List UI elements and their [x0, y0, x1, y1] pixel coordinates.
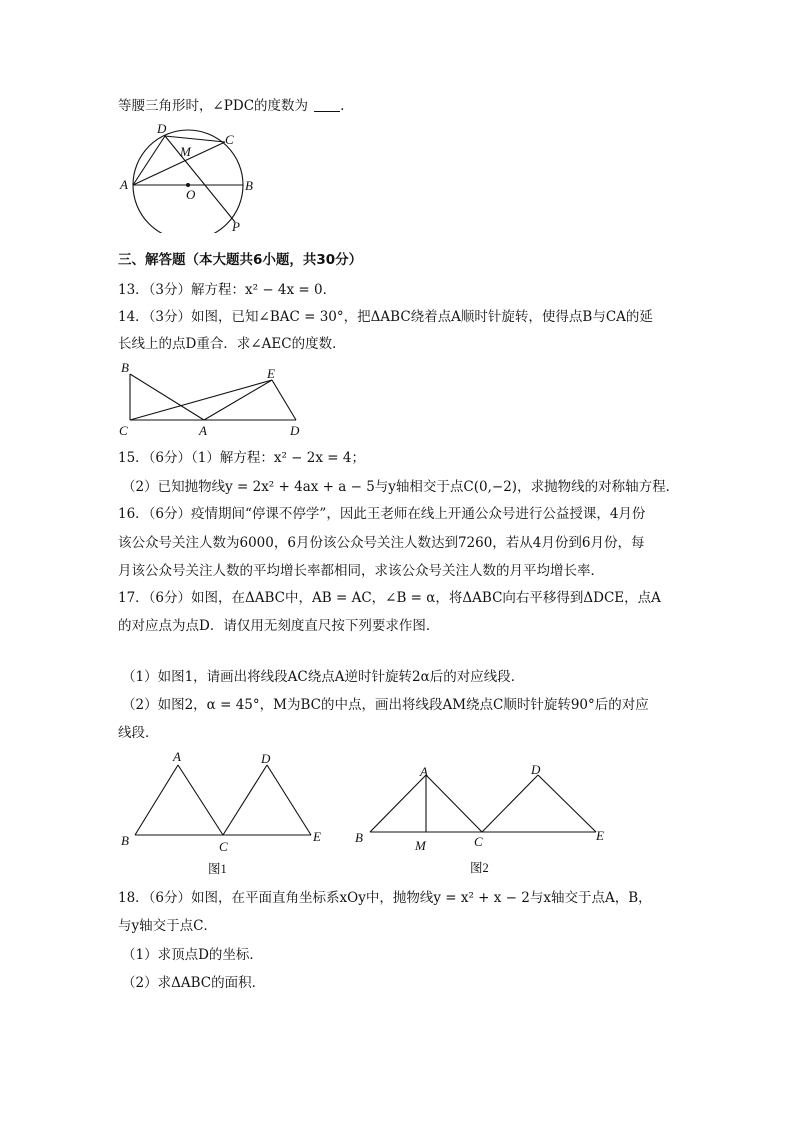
answer-blank — [314, 98, 340, 112]
label-m: M — [180, 144, 191, 159]
q18-part2: （2）求ΔABC的面积． — [122, 975, 266, 991]
q18-line1: 18．（6分）如图，在平面直角坐标系xOy中，抛物线y = x² + x − 2与x轴交于点A，B， — [118, 890, 652, 906]
label-a: A — [199, 423, 207, 438]
figure-1 — [115, 745, 335, 880]
seg-de — [538, 775, 596, 832]
q12-text — [118, 96, 678, 116]
label-c: C — [225, 132, 234, 147]
label-b: B — [245, 178, 253, 193]
seg-ed — [272, 380, 296, 420]
label-e: E — [267, 366, 275, 381]
q17-part2a: （2）如图2，α = 45°，M为BC的中点，画出将线段AM绕点C顺时针旋转90°后的对应 — [122, 697, 649, 713]
q14-line2: 长线上的点D重合．求∠AEC的度数． — [118, 336, 346, 352]
circle-figure — [110, 118, 270, 233]
q17-part2b: 线段． — [118, 725, 159, 741]
q12-period: . — [340, 98, 345, 114]
label-d: D — [531, 762, 541, 777]
chord-dp — [165, 136, 235, 222]
label-a: A — [420, 764, 428, 779]
label-o: O — [186, 187, 196, 202]
label-c: C — [119, 423, 128, 438]
label-b: B — [355, 830, 363, 845]
seg-ab — [370, 775, 426, 832]
q16-line3: 月该公众号关注人数的平均增长率都相同，求该公众号关注人数的月平均增长率． — [118, 563, 604, 579]
q15-part1: 15．（6分）（1）解方程：x² − 2x = 4； — [118, 450, 365, 466]
label-d: D — [261, 751, 271, 766]
chord-dc — [165, 136, 225, 142]
figure-2-caption: 图2 — [470, 861, 489, 875]
seg-ae — [204, 380, 272, 420]
q13-text: 13．（3分）解方程：x² − 4x = 0． — [118, 282, 337, 298]
seg-ba — [130, 374, 204, 420]
seg-ac — [426, 775, 482, 832]
q18-line2: 与y轴交于点C． — [118, 918, 217, 934]
label-e: E — [313, 829, 321, 844]
label-c: C — [474, 834, 483, 849]
label-m: M — [415, 838, 426, 853]
q18-part1: （1）求顶点D的坐标． — [122, 947, 263, 963]
label-d: D — [290, 423, 300, 438]
label-b: B — [121, 833, 129, 848]
seg-de — [267, 765, 311, 835]
label-p: P — [232, 219, 240, 233]
label-a: A — [120, 177, 128, 192]
q16-line1: 16．（6分）疫情期间“停课不停学”，因此王老师在线上开通公众号进行公益授课，4月份 — [118, 506, 646, 522]
q12-statement: 等腰三角形时，∠PDC的度数为 — [118, 98, 309, 114]
label-e: E — [596, 828, 604, 843]
q16-line2: 该公众号关注人数为6000，6月份该公众号关注人数达到7260，若从4月份到6月份，每 — [118, 535, 645, 551]
seg-dc — [223, 765, 267, 835]
label-b: B — [121, 360, 129, 375]
seg-ce — [130, 380, 272, 420]
label-a: A — [173, 749, 181, 764]
q15-part2: （2）已知抛物线y = 2x² + 4ax + a − 5与y轴相交于点C(0,−2)，求抛物线的对称轴方程． — [122, 479, 680, 495]
label-c: C — [219, 839, 228, 854]
q17-line2: 的对应点为点D．请仅用无刻度直尺按下列要求作图． — [118, 618, 440, 634]
seg-dc — [482, 775, 538, 832]
figure-1-caption: 图1 — [208, 862, 227, 876]
q17-line1: 17．（6分）如图，在ΔABC中，AB = AC，∠B = α，将ΔABC向右平移得到ΔDCE，点A — [118, 590, 661, 606]
figure-2 — [350, 760, 615, 882]
q17-part1: （1）如图1，请画出将线段AC绕点A逆时针旋转2α后的对应线段． — [122, 669, 525, 685]
label-d: D — [157, 121, 167, 136]
seg-ab — [135, 765, 178, 835]
q14-figure — [114, 360, 314, 440]
section-heading: 三、解答题（本大题共6小题，共30分） — [118, 252, 363, 268]
q14-line1: 14．（3分）如图，已知∠BAC = 30°，把ΔABC绕着点A顺时针旋转，使得点B与CA的延 — [118, 309, 653, 325]
seg-ac — [178, 765, 223, 835]
